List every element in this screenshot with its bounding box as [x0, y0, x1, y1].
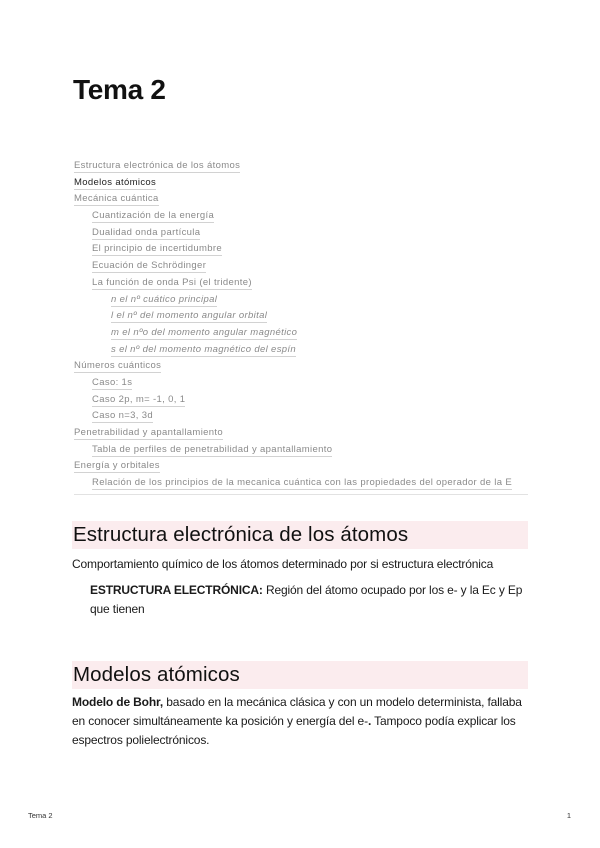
toc-item — [74, 241, 528, 258]
footer-doc-title: Tema 2 — [28, 811, 53, 820]
toc-link[interactable]: n el nº cuático principal — [111, 293, 218, 305]
toc-item — [74, 358, 528, 375]
toc-item — [74, 342, 528, 359]
toc-link[interactable]: Relación de los principios de la mecanica cuántica con las propiedades del operador de la E — [92, 477, 513, 489]
footer-page-number: 1 — [566, 811, 571, 820]
bohr-lead: Modelo de Bohr, — [72, 695, 164, 709]
toc-link[interactable]: m el nºo del momento angular magnético — [111, 326, 298, 338]
toc-item — [74, 225, 528, 242]
toc-link[interactable]: Tabla de perfiles de penetrabilidad y apantallamiento — [92, 443, 333, 455]
definition-term: ESTRUCTURA ELECTRÓNICA: — [90, 583, 263, 597]
section-heading-modelos: Modelos atómicos — [72, 661, 528, 689]
section-paragraph: Comportamiento químico de los átomos determinado por si estructura electrónica — [72, 557, 494, 571]
toc-link[interactable]: Energía y orbitales — [74, 460, 160, 472]
toc-divider — [74, 494, 528, 495]
toc-item — [74, 458, 528, 475]
toc-link[interactable]: Números cuánticos — [74, 360, 162, 372]
toc-item — [74, 375, 528, 392]
toc-item — [74, 308, 528, 325]
bohr-text-2: Tampoco podía explicar los espectros polielectrónicos. — [72, 714, 516, 747]
toc-item — [74, 158, 528, 175]
toc-item — [74, 175, 528, 192]
toc-link[interactable]: Modelos atómicos — [74, 176, 157, 188]
toc-link[interactable]: s el nº del momento magnético del espín — [111, 343, 297, 355]
definition-text: Región del átomo ocupado por los e- y la Ec y Ep que tienen — [90, 583, 523, 616]
toc-link[interactable]: Estructura electrónica de los átomos — [74, 160, 241, 171]
table-of-contents — [74, 158, 528, 495]
toc-item — [74, 292, 528, 309]
section-modelos — [72, 661, 528, 750]
toc-link[interactable]: La función de onda Psi (el tridente) — [92, 276, 252, 288]
toc-item — [74, 442, 528, 459]
toc-item — [74, 258, 528, 275]
toc-link[interactable]: l el nº del momento angular orbital — [111, 310, 268, 322]
toc-item — [74, 325, 528, 342]
toc-link[interactable]: Dualidad onda partícula — [92, 226, 201, 238]
section-heading-estructura: Estructura electrónica de los átomos — [72, 521, 528, 549]
bohr-paragraph — [72, 693, 528, 750]
toc-link[interactable]: El principio de incertidumbre — [92, 243, 223, 255]
toc-item — [74, 475, 528, 492]
toc-item — [74, 275, 528, 292]
toc-link[interactable]: Caso n=3, 3d — [92, 410, 153, 422]
toc-item — [74, 392, 528, 409]
toc-link[interactable]: Caso: 1s — [92, 376, 133, 388]
page-title: Tema 2 — [73, 74, 166, 105]
toc-link[interactable]: Mecánica cuántica — [74, 193, 159, 205]
bohr-dot: . — [367, 714, 372, 728]
toc-link[interactable]: Cuantización de la energía — [92, 210, 215, 222]
definition-block — [72, 581, 528, 619]
toc-link[interactable]: Penetrabilidad y apantallamiento — [74, 427, 224, 438]
toc-item — [74, 191, 528, 208]
bohr-text-1: basado en la mecánica clásica y con un modelo determinista, fallaba en conocer simultáneamente ka posición y energía del e- — [72, 695, 522, 728]
toc-link[interactable]: Ecuación de Schrödinger — [92, 260, 207, 272]
section-estructura — [72, 521, 528, 619]
toc-link[interactable]: Caso 2p, m= -1, 0, 1 — [92, 393, 186, 405]
toc-item — [74, 408, 528, 425]
toc-item — [74, 425, 528, 442]
toc-item — [74, 208, 528, 225]
